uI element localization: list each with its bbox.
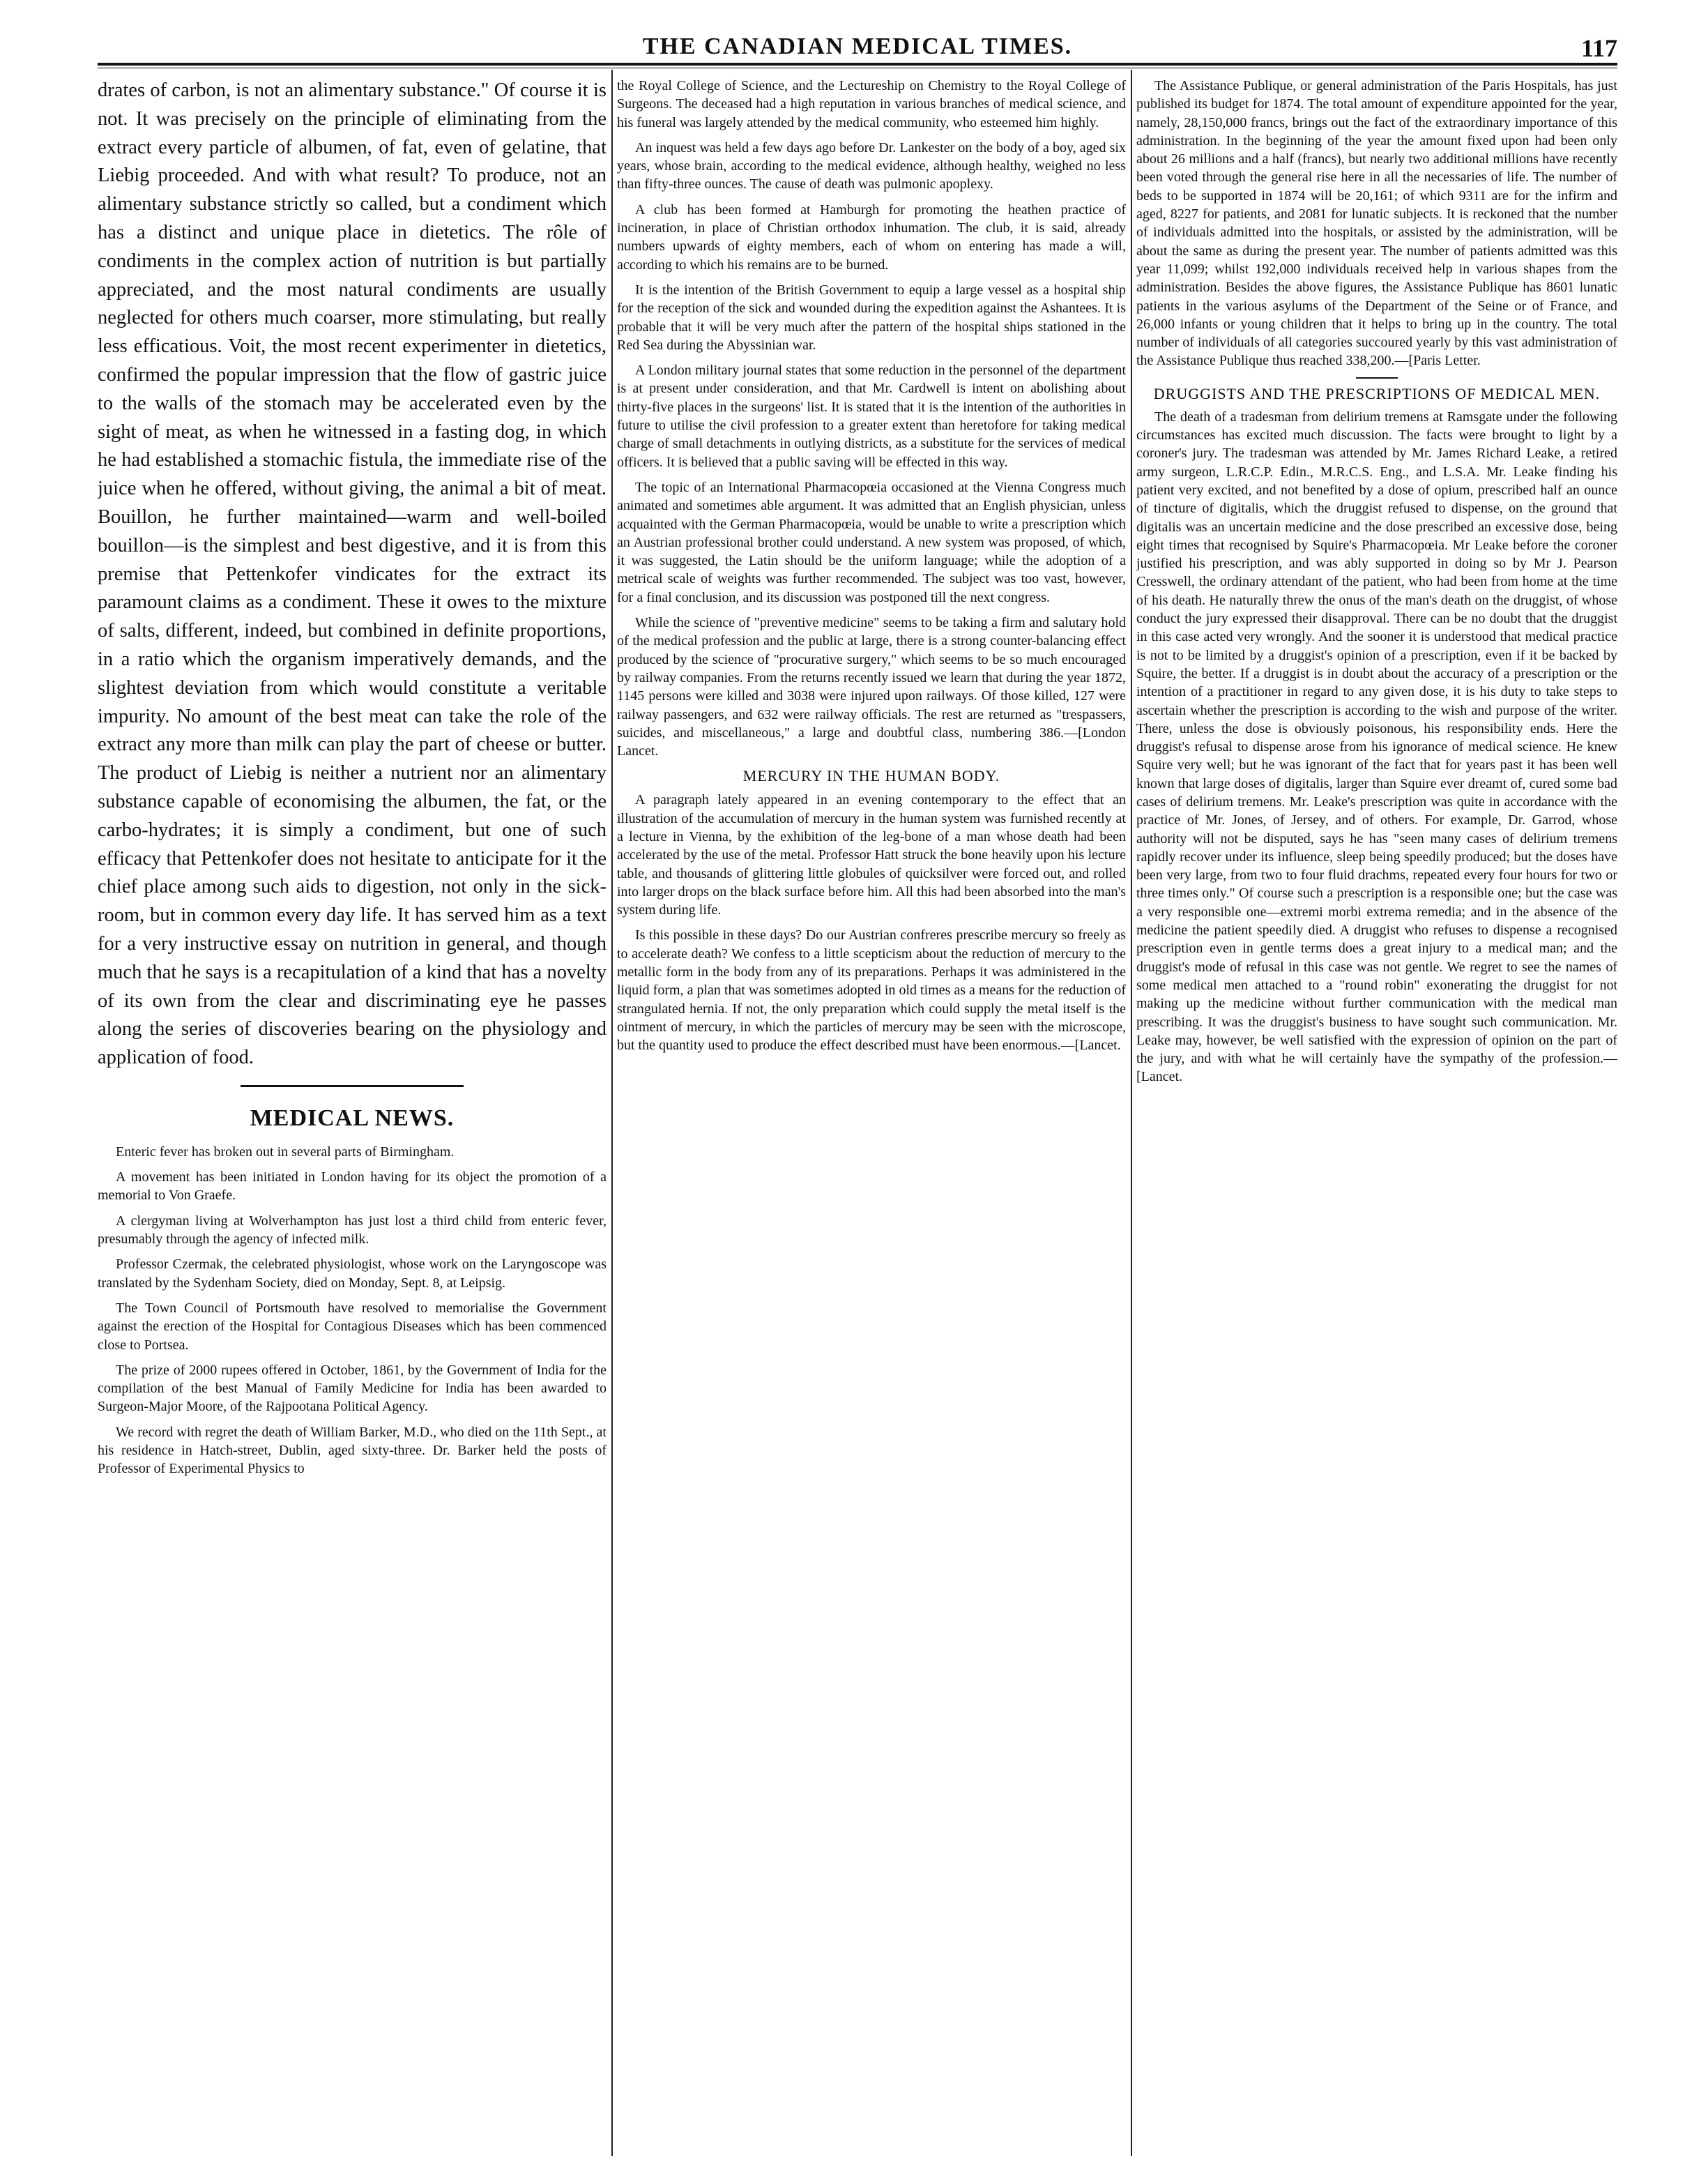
news-item: A club has been formed at Hamburgh for promoting the heathen practice of incineration, in place of Christian orthodox inhumation. The club, it is said, already numbers upwards of eighty members, each of whom on entering has made a will, according to which his remains are to be burned. bbox=[617, 202, 1126, 273]
column-1 bbox=[98, 77, 607, 2156]
page-number: 117 bbox=[1580, 34, 1617, 62]
running-title: THE CANADIAN MEDICAL TIMES. bbox=[642, 33, 1073, 59]
section-rule bbox=[241, 1085, 464, 1087]
news-item: The topic of an International Pharmacopœia occasioned at the Vienna Congress much animated and sometimes able argument. It was admitted that an English physician, unless acquainted with the German Pharmacopœia, would be unable to write a prescription which an Austrian professional brother could understand. A new system was proposed, of which, it was suggested, the Latin should be the uniform language; while the adoption of a metrical scale of weights was further recommended. The subject was too vast, however, for a final conclusion, and its discussion was postponed till the next congress. bbox=[617, 479, 1126, 605]
section-rule bbox=[1356, 377, 1398, 379]
header-rule bbox=[98, 63, 1617, 68]
medical-news-heading: MEDICAL NEWS. bbox=[250, 1105, 455, 1131]
news-item: Enteric fever has broken out in several parts of Birmingham. bbox=[116, 1144, 455, 1160]
column-divider bbox=[611, 70, 613, 2156]
article-paragraph: Is this possible in these days? Do our Austrian confreres prescribe mercury so freely as to accelerate death? We confess to a little scepticism about the reduction of mercury to the metallic form in the body from any of its preparations. Perhaps it was administered in the liquid form, a plan that was sometimes adopted in old times as a means for the reduction of strangulated hernia. If not, the only preparation which could supply the metal itself is the ointment of mercury, in which the particles of mercury may be seen with the microscope, but the quantity used to produce the effect described must have been enormous.—[Lancet. bbox=[617, 927, 1126, 1054]
news-item: Professor Czermak, the celebrated physiologist, whose work on the Laryngoscope was translated by the Sydenham Society, died on Monday, Sept. 8, at Leipsig. bbox=[98, 1257, 607, 1291]
page-header bbox=[98, 33, 1617, 61]
news-item: A London military journal states that some reduction in the personnel of the department is at present under consideration, and that Mr. Cardwell is intent on abolishing about thirty-five places in the surgeons' list. It is stated that it is the intention of the authorities in future to utilise the civil profession to a greater extent than heretofore for taking medical charge of small detachments in outlying districts, as a substitute for the services of medical officers. It is believed that a public saving will be effected in this way. bbox=[617, 363, 1126, 470]
news-item: A clergyman living at Wolverhampton has just lost a third child from enteric fever, presumably through the agency of infected milk. bbox=[98, 1213, 607, 1247]
news-item: An inquest was held a few days ago before Dr. Lankester on the body of a boy, aged six years, whose brain, according to the medical evidence, although healthy, weighed no less than fifty-three ounces. The cause of death was pulmonic apoplexy. bbox=[617, 139, 1126, 192]
news-item: The prize of 2000 rupees offered in October, 1861, by the Government of India for the compilation of the best Manual of Family Medicine for India has been awarded to Surgeon-Major Moore, of the Rajpootana Political Agency. bbox=[98, 1362, 607, 1415]
news-item: It is the intention of the British Government to equip a large vessel as a hospital ship for the reception of the sick and wounded during the expedition against the Ashantees. It is probable that it will be very much after the pattern of the hospital ships stationed in the Red Sea during the Abyssinian war. bbox=[617, 282, 1126, 353]
column-divider bbox=[1131, 70, 1132, 2156]
column-3 bbox=[1136, 77, 1617, 2156]
liebig-article bbox=[98, 77, 607, 1072]
news-item: While the science of "preventive medicine" seems to be taking a firm and salutary hold of the medical profession and the public at large, there is a strong counter-balancing effect produced by the science of "procurative surgery," which seems to be so much encouraged by railway companies. From the returns recently issued we learn that during the year 1872, 1145 persons were killed and 3038 were injured upon railways. Of those killed, 127 were railway passengers, and 632 were railway officials. The rest are returned as "trespassers, suicides, and miscellaneous," a large and doubtful class, numbering 386.—[London Lancet. bbox=[617, 615, 1126, 759]
article-paragraph: The Assistance Publique, or general administration of the Paris Hospitals, has just published its budget for 1874. The total amount of expenditure appointed for the year, namely, 28,150,000 francs, brings out the fact of the extraordinary importance of this administration. In the beginning of the year the amount fixed upon had been only about 26 millions and a half (francs), but nearly two additional millions have recently been voted through the general rise here in all the necessaries of life. The number of beds to be supported in 1874 will be 20,161; of which 9311 are for the infirm and aged, 8227 for patients, and 2081 for lunatic subjects. It is reckoned that the number of individuals admitted into the hospitals, or assisted by the administration, will be about the same as during the present year. The number of patients admitted was this year 11,099; whilst 192,000 individuals received help in various shapes from the administration. Besides the above figures, the Assistance Publique has 8601 lunatic patients in the various asylums of the Department of the Seine or of France, and 26,000 infants or young children that it helps to bring up in the country. The total number of individuals of all categories succoured yearly by this vast administration of the Assistance Publique thus reached 338,200.—[Paris Letter. bbox=[1136, 78, 1617, 369]
news-item: We record with regret the death of William Barker, M.D., who died on the 11th Sept., at his residence in Hatch-street, Dublin, aged sixty-three. Dr. Barker held the posts of Professor of Experimental Physics to bbox=[98, 1424, 607, 1477]
column-2 bbox=[617, 77, 1126, 2156]
news-item: A movement has been initiated in London having for its object the promotion of a memorial to Von Graefe. bbox=[98, 1169, 607, 1204]
druggists-heading: DRUGGISTS AND THE PRESCRIPTIONS OF MEDICAL MEN. bbox=[1153, 384, 1601, 402]
mercury-heading: MERCURY IN THE HUMAN BODY. bbox=[742, 767, 1000, 785]
medical-news bbox=[98, 1143, 607, 1478]
article-paragraph: A paragraph lately appeared in an evening contemporary to the effect that an illustration of the accumulation of mercury in the human system was furnished recently at a lecture in Vienna, by the exhibition of the leg-bone of a man whose death had been accelerated by the use of the metal. Professor Hatt struck the bone heavily upon his lecture table, and thousands of glittering little globules of quicksilver were forced out, and rolled into larger drops on the black surface before him. All this had been absorbed into the man's system during life. bbox=[617, 792, 1126, 918]
article-paragraph: The death of a tradesman from delirium tremens at Ramsgate under the following circumstances has excited much discussion. The facts were brought to light by a coroner's jury. The tradesman was attended by Mr. James Richard Leake, a retired army surgeon, L.R.C.P. Edin., M.R.C.S. Eng., and L.S.A. Mr. Leake finding his patient very excited, and not benefited by a dose of opium, prescribed half an ounce of tincture of digitalis, which the druggist refused to dispense, on the ground that digitalis was an uncertain medicine and the dose prescribed an excessive dose, being eight times that recognised by Squire's Pharmacopœia. Mr Leake before the coroner justified his prescription, and was ably supported in doing so by Mr J. Pearson Cresswell, the ordinary attendant of the patient, who had been from home at the time of his death. He naturally threw the onus of the man's death on the druggist, of whose conduct the jury expressed their disapproval. There can be no doubt that the druggist in this case acted very wrongly. And the sooner it is understood that medical practice is not to be limited by a druggist's opinion of a prescription, even if it be backed by Squire, the better. If a druggist is in doubt about the accuracy of a prescription or the intention of a practitioner in regard to any given dose, it is his duty to take steps to ascertain whether the prescription is according to the wish and purpose of the writer. There, unless the dose is obviously poisonous, his responsibility ends. Here the druggist's refusal to dispense arose from his ignorance of medical science. He knew Squire very well; but he was ignorant of the fact that for years past it has been well known that large doses of digitalis, larger than Squire ever dreamt of, cured some bad cases of delirium tremens. Mr. Leake's prescription was quite in accordance with the practice of Mr. Jones, of Jersey, and of others. For example, Dr. Garrod, whose authority will not be disputed, says he has "seen many cases of delirium tremens rapidly recover under its influence, sleep being speedily produced; but the doses have been very large, from two to four fluid drachms, repeated every four hours for two or three times only." Of course such a prescription is a responsible one; but the case was a very responsible one—extremi morbi extrema remedia; and in the absence of the medicine the patient speedily died. A druggist who refuses to dispense a recognised prescription even in gentle terms does a great injury to a medical man; and the druggist's mode of refusal in this case was not gentle. We regret to see the names of some medical men attached to a "round robin" exonerating the druggist for not making up the medicine without further communication with the medical man prescribing. It was the druggist's business to have sought such communication. Mr. Leake may, however, be well satisfied with the expression of opinion on the part of the jury, and with what he will certainly have the sympathy of the profession.—[Lancet. bbox=[1136, 409, 1617, 1085]
news-item: The Town Council of Portsmouth have resolved to memorialise the Government against the erection of the Hospital for Contagious Diseases which has been commenced close to Portsea. bbox=[98, 1300, 607, 1353]
article-paragraph: drates of carbon, is not an alimentary substance." Of course it is not. It was precisely on the principle of eliminating from the extract every particle of albumen, of fat, even of gelatine, that Liebig proceeded. And with what result? To produce, not an alimentary substance strictly so called, but a condiment which has a distinct and unique place in dietetics. The rôle of condiments in the complex action of nutrition is but partially appreciated, and the most natural condiments are usually neglected for others much coarser, more stimulating, but really less efficatious. Voit, the most recent experimenter in dietetics, confirmed the popular impression that the flow of gastric juice to the walls of the stomach may be accelerated even by the sight of meat, as when he witnessed in a fasting dog, in which he had established a stomachic fistula, the immediate rise of the juice when he offered, without giving, the animal a bit of meat. Bouillon, he further maintained—warm and well-boiled bouillon—is the simplest and best digestive, and it is from this premise that Pettenkofer vindicates for the extract its paramount claims as a condiment. These it owes to the mixture of salts, different, indeed, but combined in definite proportions, in a ratio which the organism imperatively demands, and the slightest deviation from which would constitute a veritable impurity. No amount of the best meat can take the role of the extract any more than milk can play the part of cheese or butter. The product of Liebig is neither a nutrient nor an alimentary substance capable of economising the albumen, the fat, or the carbo-hydrates; it is simply a condiment, but one of such efficacy that Pettenkofer does not hesitate to anticipate for it the chief place among such aids to digestion, not only in the sick-room, but in common every day life. It has served him as a text for a very instructive essay on nutrition in general, and though much that he says is a recapitulation of a kind that has a novelty of its own from the clear and discriminating eye he passes along the series of discoveries bearing on the physiology and application of food. bbox=[98, 79, 607, 1069]
news-item: the Royal College of Science, and the Lectureship on Chemistry to the Royal College of Surgeons. The deceased had a high reputation in various branches of medical science, and his funeral was largely attended by the medical community, who esteemed him highly. bbox=[617, 78, 1126, 130]
